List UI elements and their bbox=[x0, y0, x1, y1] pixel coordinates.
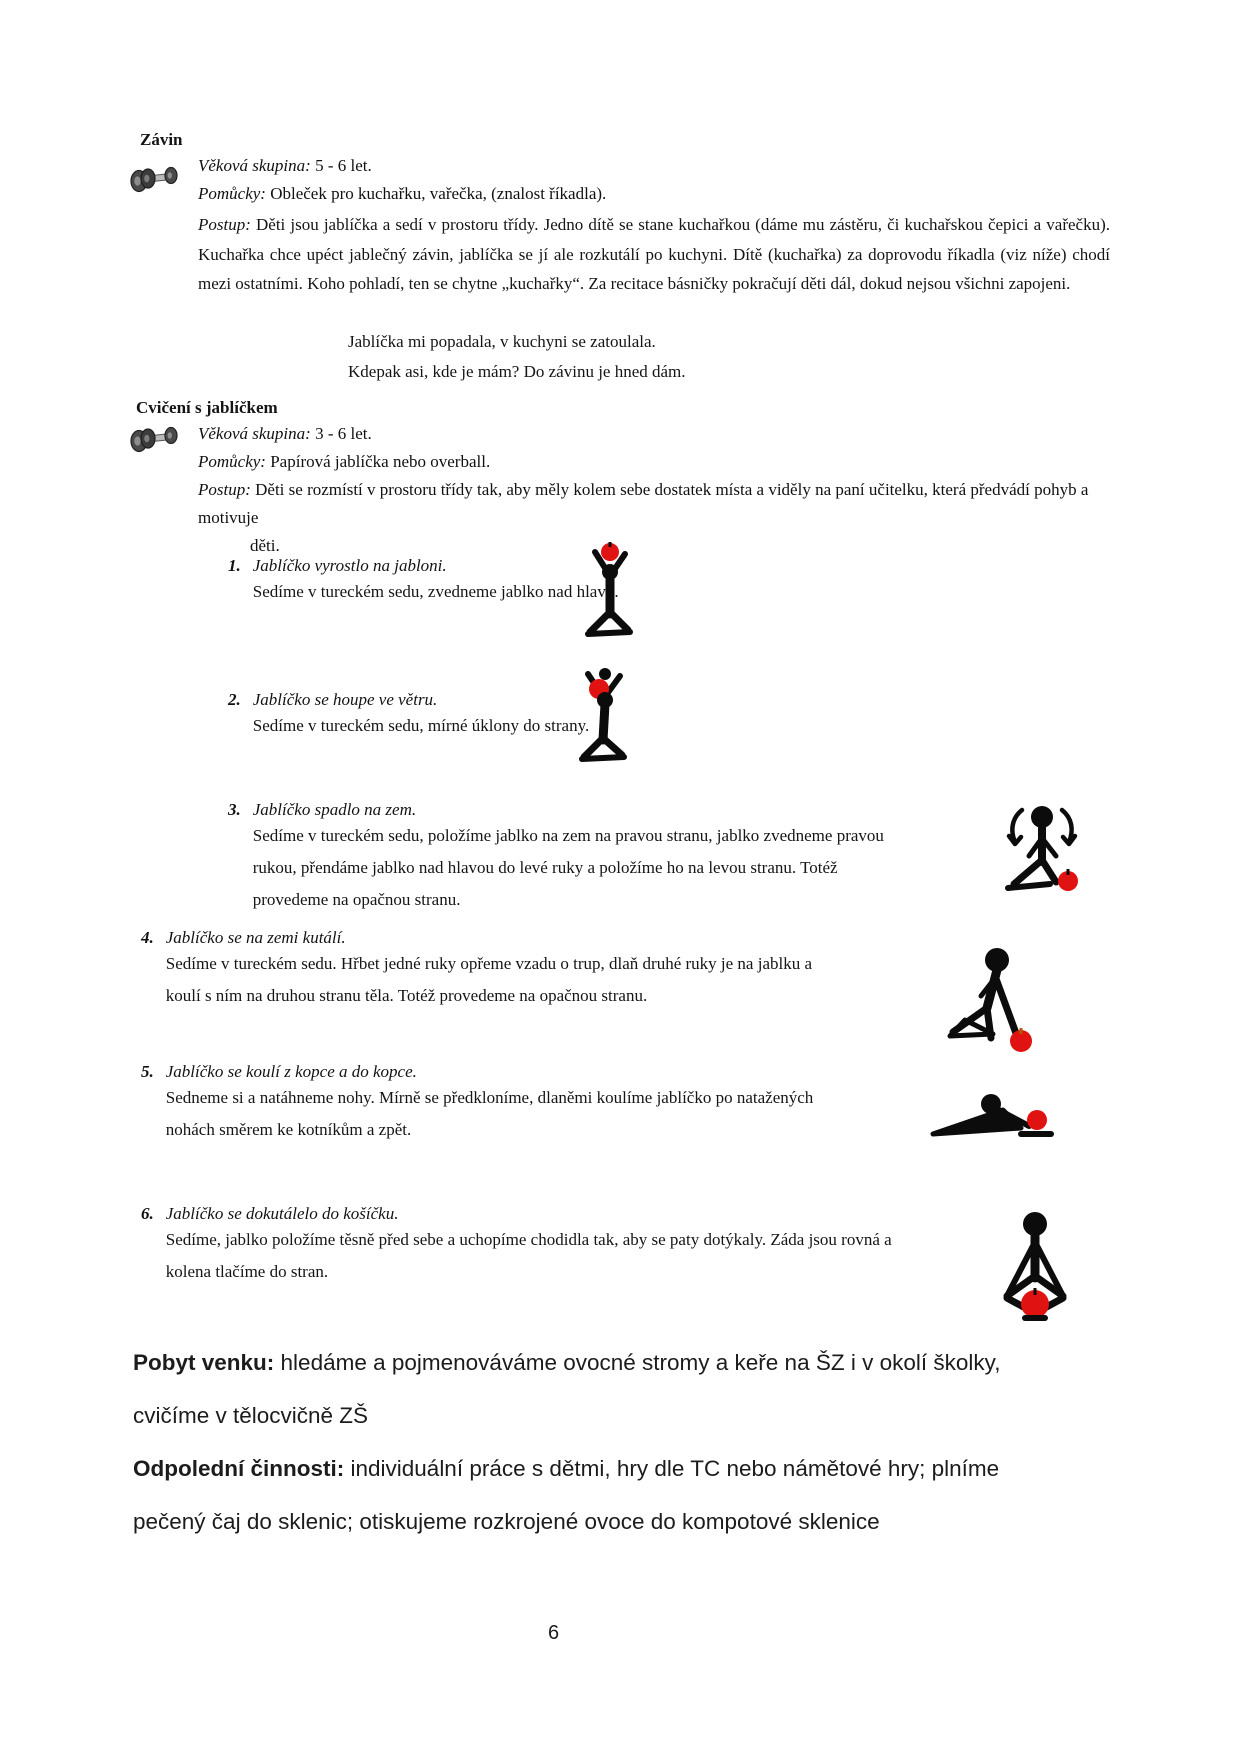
age-group-label: Věková skupina: bbox=[198, 156, 311, 175]
exercise-figure-roll-apple-icon bbox=[945, 938, 1045, 1053]
tools-label: Pomůcky: bbox=[198, 184, 266, 203]
procedure-line bbox=[198, 476, 1118, 532]
tools-value: Obleček pro kuchařku, vařečka, (znalost říkadla). bbox=[270, 184, 607, 203]
age-group-line bbox=[198, 420, 1118, 448]
age-group-label: Věková skupina: bbox=[198, 424, 311, 443]
exercise-desc: Sedíme v tureckém sedu, položíme jablko na zem na pravou stranu, jablko zvedneme pravou rukou, přendáme jablko nad hlavou do levé ruky a položíme ho na levou stranu. Totéž provedeme na opačnou stranu. bbox=[252, 826, 884, 909]
tools-line bbox=[198, 180, 1108, 208]
exercise-title: Jablíčko se dokutálelo do košíčku. bbox=[165, 1204, 399, 1223]
exercise-desc: Sedíme v tureckém sedu. Hřbet jedné ruky opřeme vzadu o trup, dlaň druhé ruky je na jablku a koulí s ním na druhou stranu těla. Totéž provedeme na opačnou stranu. bbox=[165, 954, 813, 1005]
exercise-item-5 bbox=[141, 1062, 841, 1146]
age-group-value: 5 - 6 let. bbox=[315, 156, 372, 175]
exercise-figure-arm-swing-icon bbox=[998, 800, 1088, 900]
tools-line bbox=[198, 448, 1118, 476]
procedure-label: Postup: bbox=[198, 480, 251, 499]
exercise-figure-apple-overhead-icon bbox=[580, 542, 638, 642]
exercise-figure-side-bend-icon bbox=[572, 662, 632, 767]
tools-label: Pomůcky: bbox=[198, 452, 266, 471]
section-title-zavin: Závin bbox=[140, 130, 183, 149]
tools-value: Papírová jablíčka nebo overball. bbox=[270, 452, 491, 471]
procedure-value: Děti jsou jablíčka a sedí v prostoru třídy. Jedno dítě se stane kuchařkou (dáme mu zástěru, či kuchařskou čepici a vařečku). Kuchařka chce upéct jablečný závin, jablíčka se jí ale rozkutálí po kuchyni. Dítě (kuchařka) za doprovodu říkadla (viz níže) chodí mezi ostatními. Koho pohladí, ten se chytne „kuchařky“. Za recitace básničky pokračují děti dál, dokud nejsou všichni zapojeni. bbox=[198, 215, 1110, 293]
exercise-figure-forward-bend-icon bbox=[925, 1090, 1065, 1142]
dumbbell-icon bbox=[130, 162, 180, 196]
age-group-line bbox=[198, 152, 1108, 180]
exercise-number: 2. bbox=[228, 690, 241, 709]
exercise-title: Jablíčko vyrostlo na jabloni. bbox=[252, 556, 447, 575]
procedure-value: Děti se rozmístí v prostoru třídy tak, aby měly kolem sebe dostatek místa a viděly na paní učitelku, která předvádí pohyb a motivuje bbox=[198, 480, 1089, 527]
exercise-title: Jablíčko se koulí z kopce a do kopce. bbox=[165, 1062, 417, 1081]
exercise-title: Jablíčko spadlo na zem. bbox=[252, 800, 417, 819]
exercise-number: 1. bbox=[228, 556, 241, 575]
dumbbell-icon bbox=[130, 422, 180, 456]
afternoon-label: Odpolední činnosti: bbox=[133, 1456, 345, 1481]
exercise-number: 4. bbox=[141, 928, 154, 947]
procedure-paragraph bbox=[198, 210, 1110, 299]
age-group-value: 3 - 6 let. bbox=[315, 424, 372, 443]
rhyme-line-1: Jablíčka mi popadala, v kuchyni se zatoulala. bbox=[348, 332, 656, 351]
rhyme-line-2: Kdepak asi, kde je mám? Do závinu je hned dám. bbox=[348, 362, 686, 381]
exercise-desc: Sedíme v tureckém sedu, zvedneme jablko nad hlavu. bbox=[252, 582, 619, 601]
outdoor-label: Pobyt venku: bbox=[133, 1350, 275, 1375]
exercise-figure-butterfly-sit-icon bbox=[995, 1208, 1075, 1328]
exercise-title: Jablíčko se na zemi kutálí. bbox=[165, 928, 346, 947]
afternoon-value: individuální práce s dětmi, hry dle TC nebo námětové hry; plníme pečený čaj do sklenic; otiskujeme rozkrojené ovoce do kompotové sklenice bbox=[133, 1456, 1000, 1534]
exercise-title: Jablíčko se houpe ve větru. bbox=[252, 690, 438, 709]
page-number: 6 bbox=[548, 1622, 560, 1644]
exercise-desc: Sedíme, jablko položíme těsně před sebe a uchopíme chodidla tak, aby se paty dotýkaly. Záda jsou rovná a kolena tlačíme do stran. bbox=[165, 1230, 892, 1281]
exercise-item-4 bbox=[141, 928, 841, 1012]
procedure-line-2: děti. bbox=[250, 536, 280, 555]
section-title-cviceni: Cvičení s jablíčkem bbox=[136, 398, 278, 417]
procedure-label: Postup: bbox=[198, 215, 251, 234]
exercise-desc: Sedneme si a natáhneme nohy. Mírně se předkloníme, dlaněmi koulíme jablíčko po natažených nohách směrem ke kotníkům a zpět. bbox=[165, 1088, 814, 1139]
exercise-number: 3. bbox=[228, 800, 241, 819]
afternoon-paragraph bbox=[133, 1442, 1063, 1548]
exercise-item-3 bbox=[228, 800, 888, 916]
outdoor-paragraph bbox=[133, 1336, 1063, 1442]
exercise-desc: Sedíme v tureckém sedu, mírné úklony do strany. bbox=[252, 716, 590, 735]
exercise-number: 5. bbox=[141, 1062, 154, 1081]
exercise-number: 6. bbox=[141, 1204, 154, 1223]
outdoor-value: hledáme a pojmenováváme ovocné stromy a keře na ŠZ i v okolí školky, cvičíme v tělocvičně ZŠ bbox=[133, 1350, 1001, 1428]
exercise-item-6 bbox=[141, 1204, 901, 1288]
